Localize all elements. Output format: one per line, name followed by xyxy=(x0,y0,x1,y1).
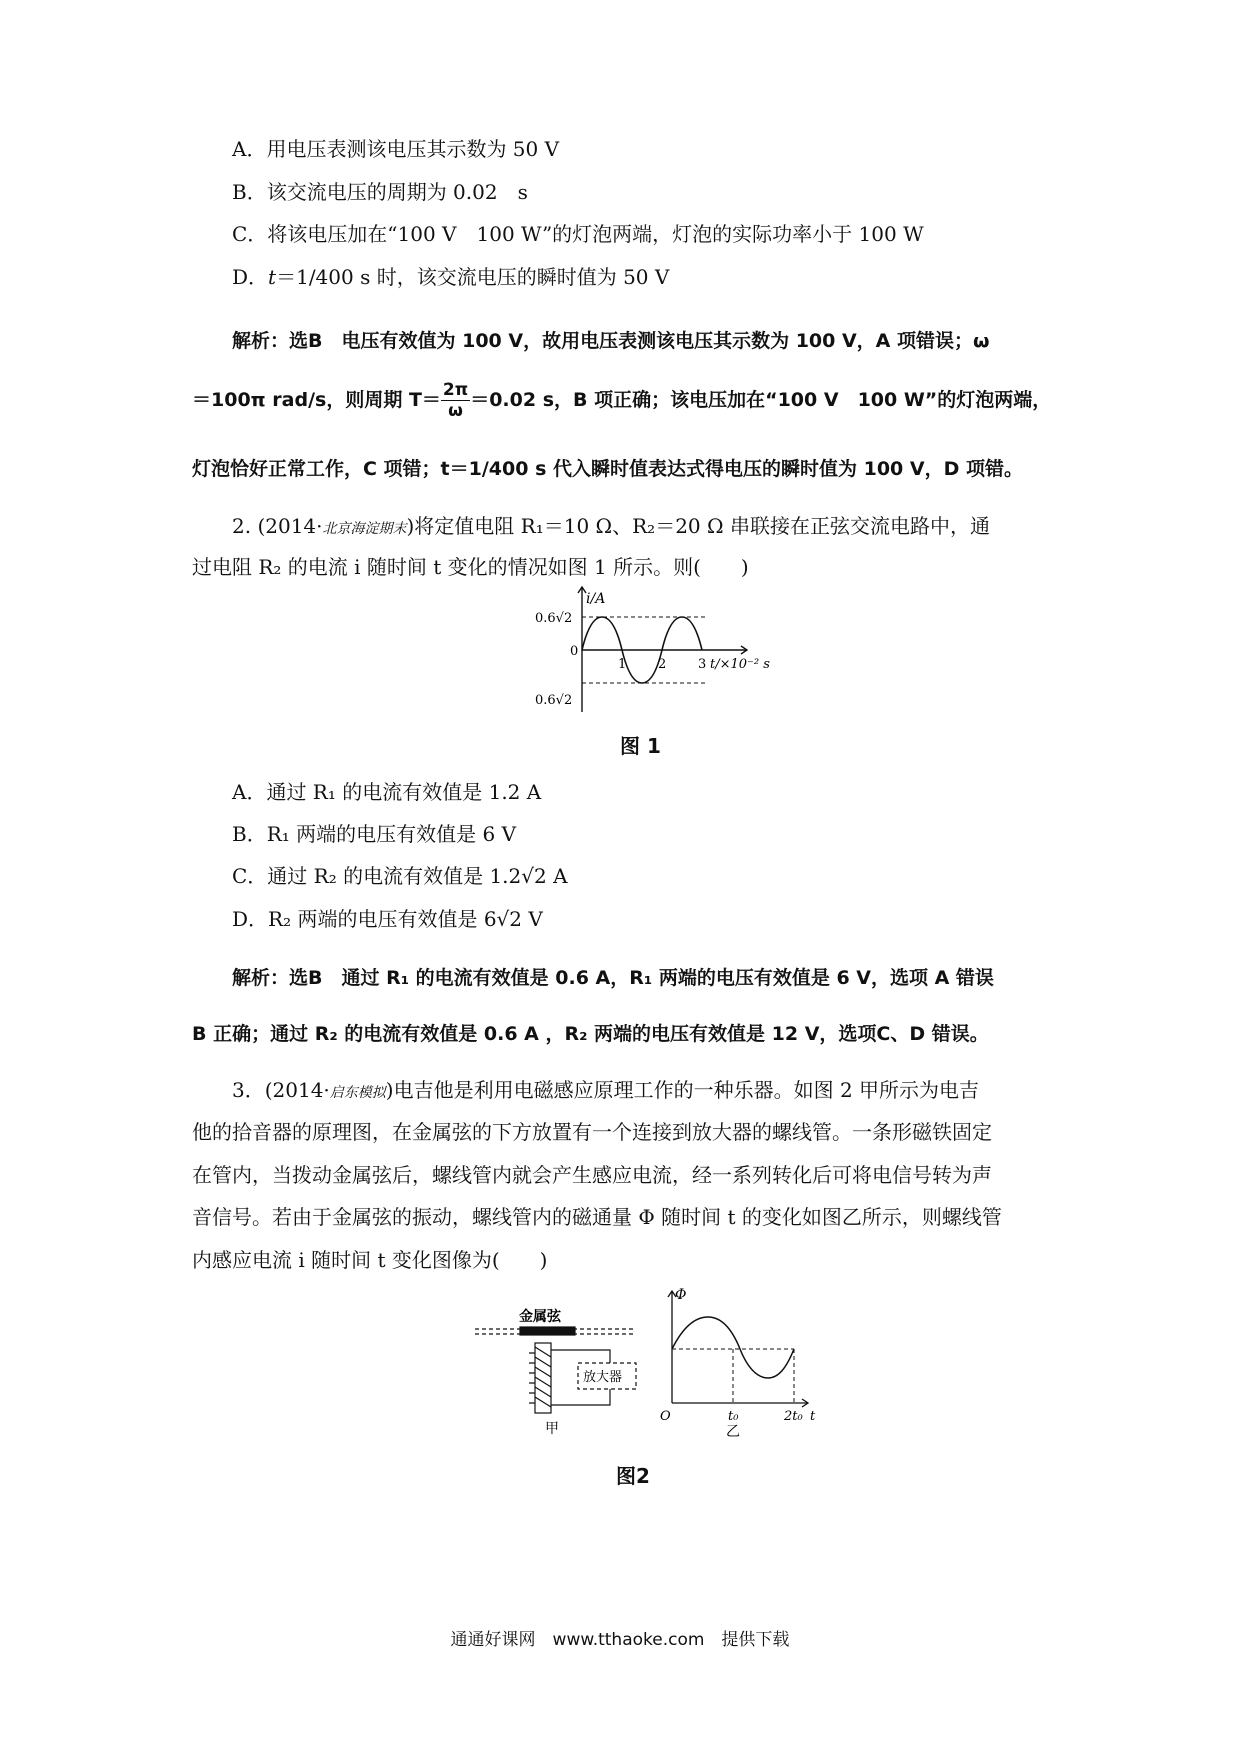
flux-phi-label: Φ xyxy=(675,1287,687,1303)
q3-stem-line3: 在管内，当拨动金属弦后，螺线管内就会产生感应电流，经一系列转化后可将电信号转为声 xyxy=(192,1163,992,1187)
figure-1-caption: 图 1 xyxy=(620,734,661,758)
fraction-numerator: 2π xyxy=(442,380,469,400)
q3-stem-year: 3．(2014· xyxy=(232,1078,330,1102)
q1-option-c: C．将该电压加在“100 V 100 W”的灯泡两端，灯泡的实际功率小于 100 W xyxy=(232,222,924,246)
fig1-tick-3: 3 xyxy=(698,657,707,672)
page-footer: 通通好课网 www.tthaoke.com 提供下载 xyxy=(450,1630,790,1650)
q2-analysis-line2: B 正确；通过 R₂ 的电流有效值是 0.6 A ，R₂ 两端的电压有效值是 12 V，选项C、D 错误。 xyxy=(192,1023,989,1045)
q1-analysis-line2-b: ＝0.02 s，B 项正确；该电压加在“100 V 100 W”的灯泡两端， xyxy=(470,389,1052,411)
fig1-max-label: 0.6√2 xyxy=(535,611,573,626)
q3-stem-text: )电吉他是利用电磁感应原理工作的一种乐器。如图 2 甲所示为电吉 xyxy=(385,1078,980,1102)
q1-option-d-prefix: D． xyxy=(232,265,269,289)
coil-hatch xyxy=(535,1397,551,1407)
q3-stem-line4: 音信号。若由于金属弦的振动，螺线管内的磁通量 Φ 随时间 t 的变化如图乙所示，则螺线管 xyxy=(192,1205,1002,1229)
q2-option-c: C．通过 R₂ 的电流有效值是 1.2√2 A xyxy=(232,864,568,888)
q2-option-a: A．通过 R₁ 的电流有效值是 1.2 A xyxy=(232,780,542,804)
wire-bottom xyxy=(551,1389,610,1405)
figure-1-graph xyxy=(515,585,775,720)
q2-source: 北京海淀期末 xyxy=(322,521,407,537)
q3-source: 启东模拟 xyxy=(329,1085,386,1101)
q3-stem-line2: 他的拾音器的原理图，在金属弦的下方放置有一个连接到放大器的螺线管。一条形磁铁固定 xyxy=(192,1120,992,1144)
q3-stem-line5: 内感应电流 i 随时间 t 变化图像为( ) xyxy=(192,1248,548,1272)
q1-option-d-text: ＝1/400 s 时，该交流电压的瞬时值为 50 V xyxy=(276,265,670,289)
q2-option-b: B．R₁ 两端的电压有效值是 6 V xyxy=(232,822,517,846)
wire-top xyxy=(551,1350,610,1363)
figure-2-flux-graph xyxy=(660,1283,820,1438)
q1-analysis-line3: 灯泡恰好正常工作，C 项错；t＝1/400 s 代入瞬时值表达式得电压的瞬时值为 100 V，D 项错。 xyxy=(192,458,1023,480)
q2-stem-line2: 过电阻 R₂ 的电流 i 随时间 t 变化的情况如图 1 所示。则( ) xyxy=(192,555,749,579)
coil-hatch xyxy=(535,1387,551,1397)
fig1-tick-1: 1 xyxy=(618,657,627,672)
graph-yi-label: 乙 xyxy=(726,1424,740,1438)
figure-2-pickup-diagram xyxy=(475,1305,665,1440)
q2-stem-line1 xyxy=(232,512,990,543)
fig1-min-label: 0.6√2 xyxy=(535,693,573,708)
figure-2-caption: 图2 xyxy=(616,1464,650,1488)
q1-option-d xyxy=(232,263,669,291)
q2-analysis-line1: 解析：选B 通过 R₁ 的电流有效值是 0.6 A，R₁ 两端的电压有效值是 6 V，选项 A 错误 xyxy=(232,967,994,989)
q1-option-b: B．该交流电压的周期为 0.02 s xyxy=(232,180,528,204)
flux-curve xyxy=(672,1317,794,1378)
string-label: 金属弦 xyxy=(519,1309,561,1325)
period-fraction xyxy=(441,380,470,421)
q1-analysis-line1: 解析：选B 电压有效值为 100 V，故用电压表测该电压其示数为 100 V，A 项错误；ω xyxy=(232,330,990,352)
coil-hatch xyxy=(535,1367,551,1377)
fig1-x-label: t/×10⁻² s xyxy=(710,657,770,672)
fig1-tick-2: 2 xyxy=(658,657,667,672)
coil-hatch xyxy=(535,1357,551,1367)
q2-stem-text: )将定值电阻 R₁＝10 Ω、R₂＝20 Ω 串联接在正弦交流电路中，通 xyxy=(406,514,990,538)
metal-string xyxy=(520,1327,575,1335)
coil-hatch xyxy=(535,1377,551,1387)
flux-origin-label: O xyxy=(660,1409,671,1424)
amplifier-label: 放大器 xyxy=(583,1370,623,1385)
flux-t0-label: t₀ xyxy=(728,1409,739,1424)
q2-stem-year: 2. (2014· xyxy=(232,514,323,538)
q1-option-a: A．用电压表测该电压其示数为 50 V xyxy=(232,137,560,161)
coil-hatch xyxy=(535,1347,551,1357)
coil-turns xyxy=(529,1353,535,1403)
fig1-y-label: i/A xyxy=(586,591,606,607)
q2-option-d: D．R₂ 两端的电压有效值是 6√2 V xyxy=(232,907,543,931)
flux-t-label: t xyxy=(810,1409,816,1424)
fig1-origin-label: 0 xyxy=(570,644,579,659)
q1-analysis-line2 xyxy=(192,380,1051,421)
q1-analysis-line2-a: ＝100π rad/s，则周期 T＝ xyxy=(192,389,441,411)
q1-option-d-var: t xyxy=(268,265,277,289)
q3-stem-line1 xyxy=(232,1076,979,1107)
diagram-jia-label: 甲 xyxy=(545,1421,559,1437)
fraction-denominator: ω xyxy=(448,401,463,421)
flux-2t0-label: 2t₀ xyxy=(784,1409,803,1424)
